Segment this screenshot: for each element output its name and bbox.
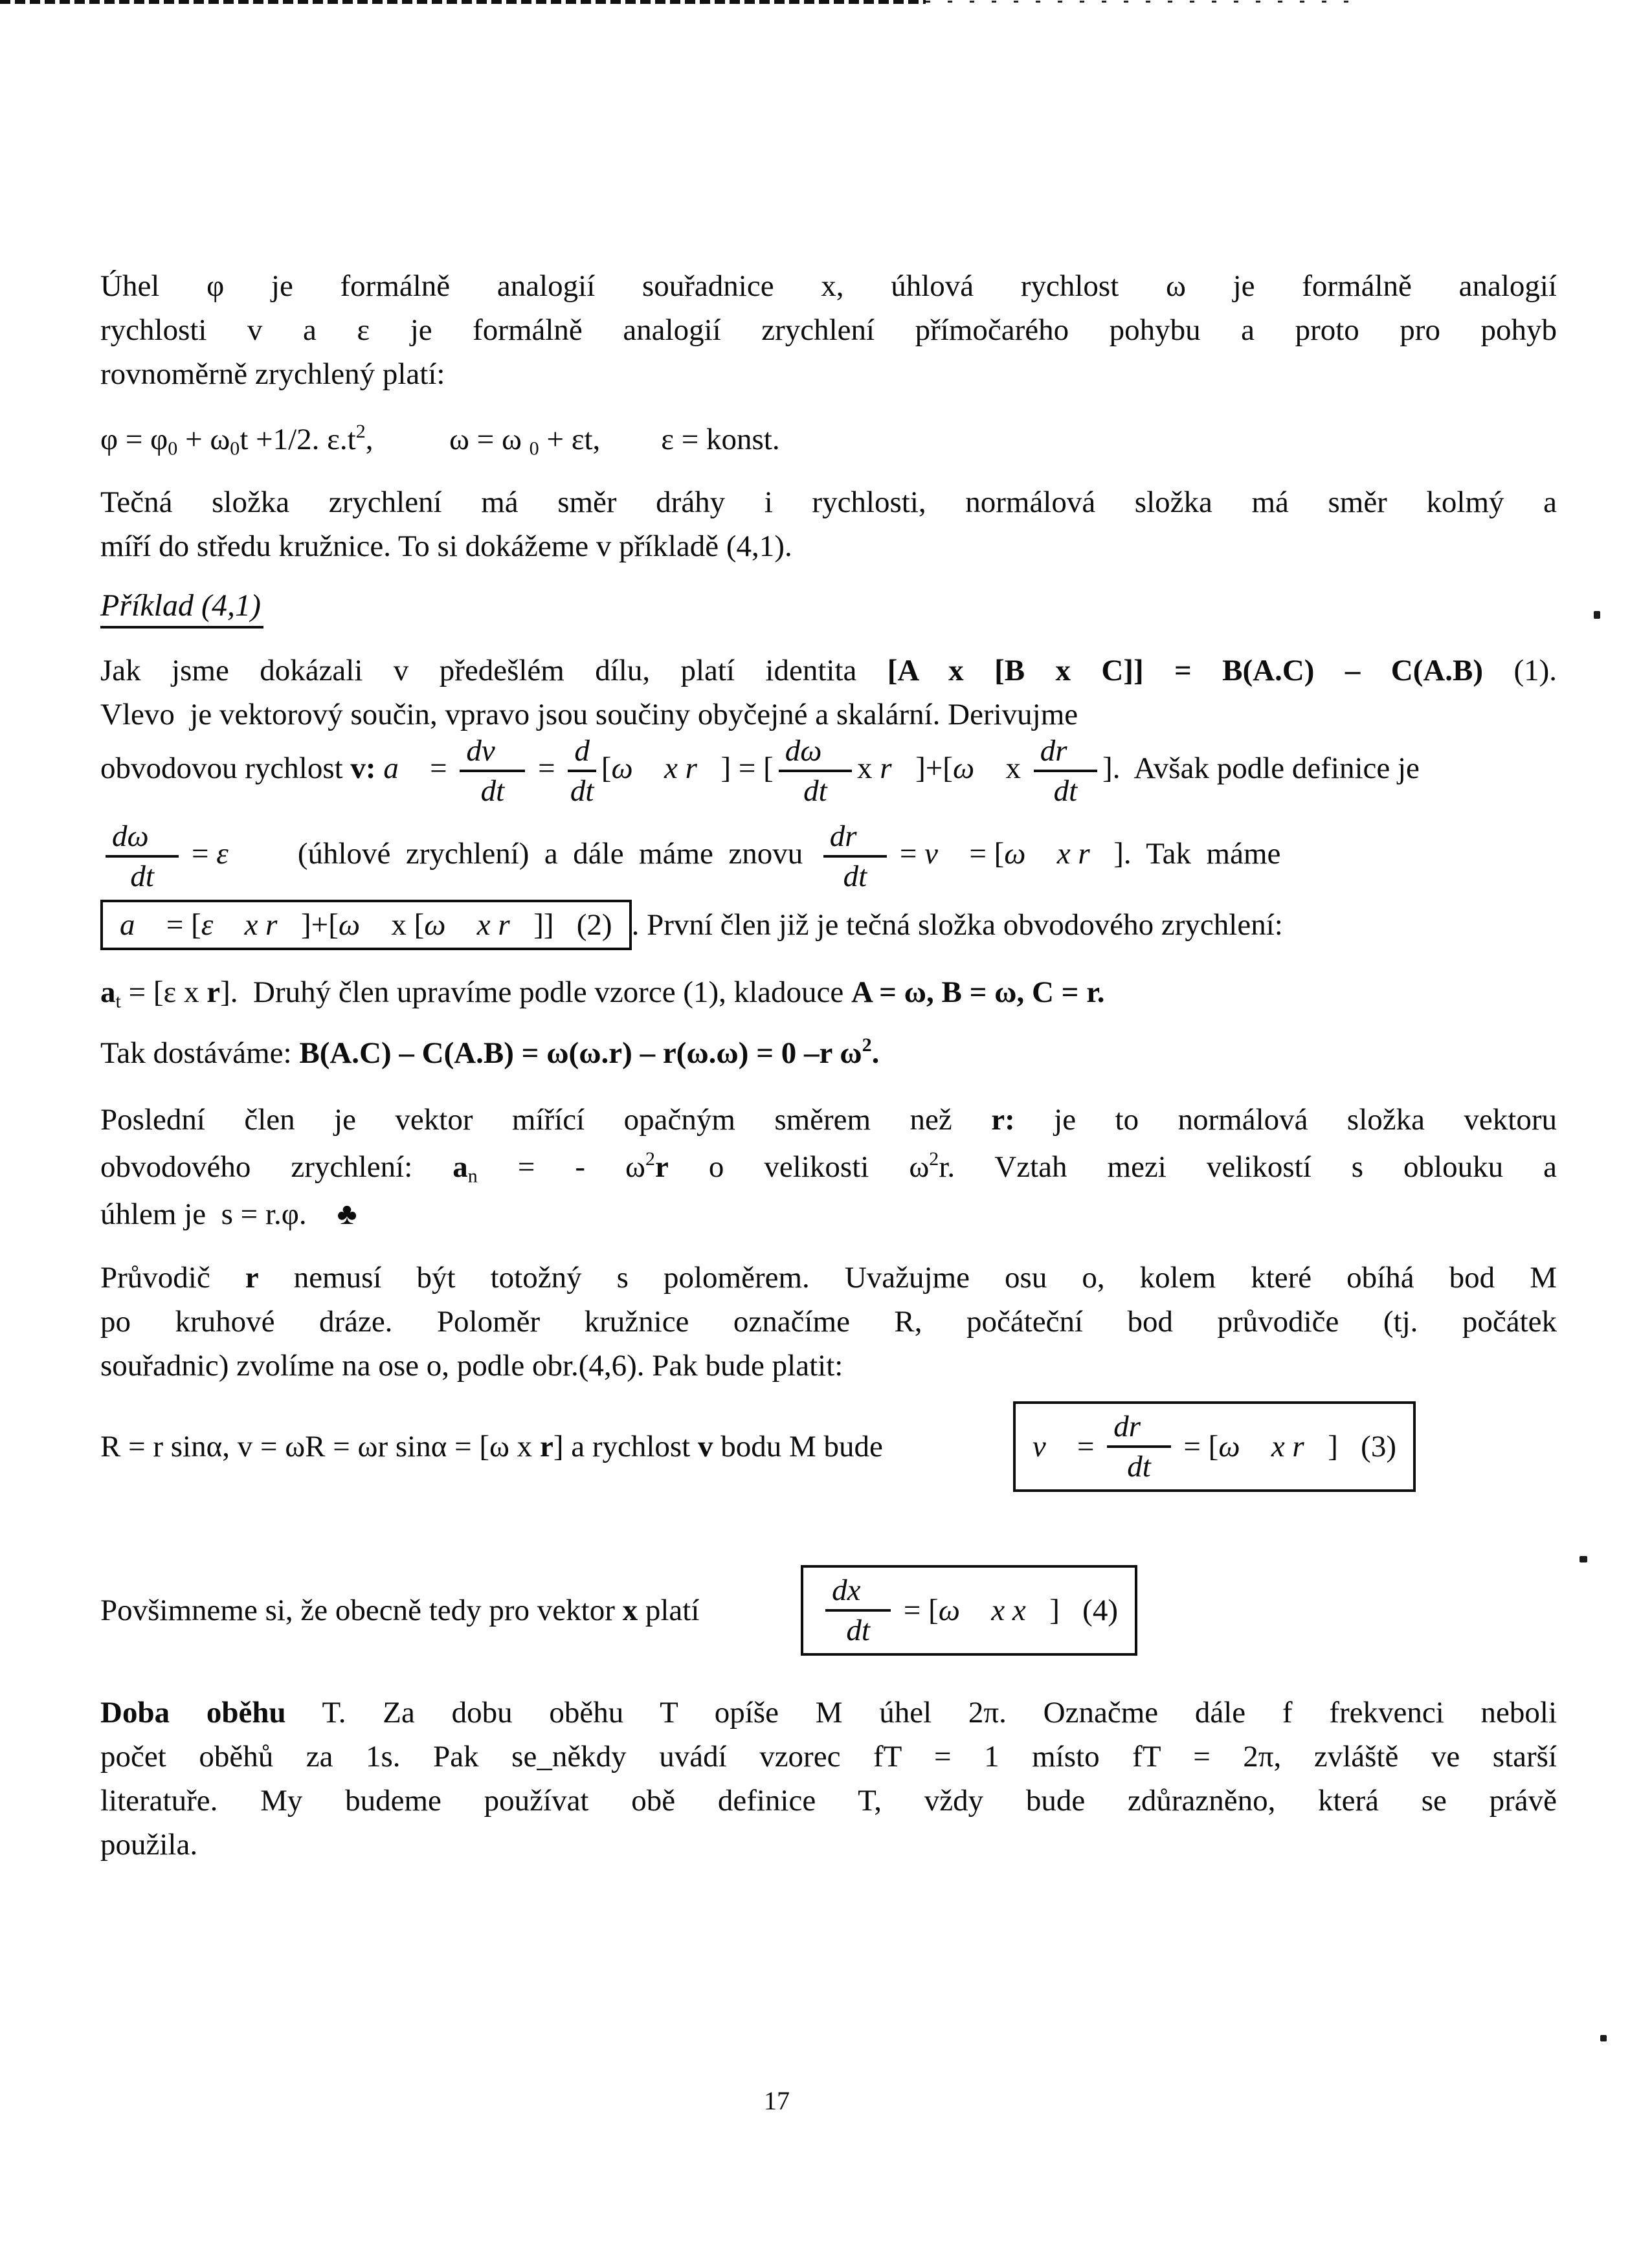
- scan-artifact-top-line: [0, 0, 926, 4]
- text-line: Doba oběhu T. Za dobu oběhu T opíše M úhel 2π. Označme dále f frekvenci neboli: [100, 1696, 1557, 1729]
- equation-2-row: [100, 900, 1283, 950]
- scan-speck: [1600, 2035, 1607, 2041]
- text-line: rovnoměrně zrychlený platí:: [100, 357, 445, 391]
- scan-artifact-top-line-2: [926, 1, 1353, 3]
- equation-4-lead-text: Povšimneme si, že obecně tedy pro vektor x platí: [100, 1594, 700, 1627]
- text-line: Jak jsme dokázali v předešlém dílu, platí identita [A x [B x C]] = B(A.C) – C(A.B) (1).: [100, 654, 1557, 687]
- text-line: úhlem je s = r.φ. ♣: [100, 1197, 357, 1231]
- text-line: Tečná složka zrychlení má směr dráhy i rychlosti, normálová složka má směr kolmý a: [100, 485, 1557, 519]
- text-line: použila.: [100, 1828, 198, 1862]
- text-line: počet oběhů za 1s. Pak se_někdy uvádí vzorec fT = 1 místo fT = 2π, zvláště ve starší: [100, 1740, 1557, 1773]
- paragraph-normal-component: [100, 1096, 1557, 1238]
- math-derivation-line: obvodovou rychlost v: a⃗ = $\frac{dv⃗}{dt}$ = $\frac{d}{dt}$ [ω⃗ x r⃗] = [ $\frac{d\omega⃗}{dt}$ x r⃗]+[ω⃗ x $\frac{dr⃗}{dt}$ ]. Avšak podle definice je: [100, 734, 1420, 808]
- page-number: 17: [764, 2086, 790, 2115]
- example-heading-label: Příklad (4,1): [100, 588, 263, 628]
- equation-4-box: $\frac{dx⃗}{dt}$ = [ ω⃗ x x⃗ ] (4): [801, 1565, 1137, 1656]
- scan-speck: [1594, 611, 1600, 619]
- line-tak-dostavame: Tak dostáváme: B(A.C) – C(A.B) = ω(ω.r) – r(ω.ω) = 0 –r $\omega^2$.: [100, 1033, 880, 1070]
- equation-3-lead-text: R = r sinα, v = ωR = ωr sinα = [ω x r] a rychlost v bodu M bude: [100, 1430, 883, 1463]
- text-line: literatuře. My budeme používat obě definice T, vždy bude zdůrazněno, která se právě: [100, 1784, 1557, 1818]
- math-angular-accel-line: $\frac{d\omega⃗}{dt}$ = ε⃗ (úhlové zrychlení) a dále máme znovu $\frac{dr⃗}{dt}$ = v⃗ = [ω⃗ x r⃗]. Tak máme: [100, 819, 1557, 894]
- paragraph-identity: [100, 649, 1557, 737]
- equation-uniform-motion: $\varphi = \varphi_0 + \omega_0t +1/2$. $\varepsilon.t^2$, ω = ω $_0$ + εt, ε = konst.: [100, 419, 780, 460]
- text-line: Průvodič r nemusí být totožný s poloměrem. Uvažujme osu o, kolem které obíhá bod M: [100, 1261, 1557, 1295]
- equation-2-box: a⃗ = [ ε⃗ x r⃗ ]+[ ω⃗ x [ ω⃗ x r⃗ ]] (2): [100, 900, 632, 950]
- example-heading: [100, 588, 263, 628]
- equation-4-row: [100, 1565, 1137, 1656]
- scan-speck: [1579, 1556, 1587, 1562]
- equation-2-after-text: . První člen již je tečná složka obvodového zrychlení:: [631, 908, 1283, 942]
- text-line: Poslední člen je vektor mířící opačným směrem než r: je to normálová složka vektoru: [100, 1103, 1557, 1137]
- equation-3-row: [100, 1398, 1416, 1495]
- text-line: souřadnic) zvolíme na ose o, podle obr.(4,6). Pak bude platit:: [100, 1349, 843, 1383]
- equation-3-box: v⃗ = $\frac{dr⃗}{dt}$ = [ ω⃗ x r⃗ ] (3): [1013, 1401, 1416, 1492]
- paragraph-doba-obehu: [100, 1691, 1557, 1867]
- paragraph-analogy: [100, 264, 1557, 396]
- text-line: míří do středu kružnice. To si dokážeme v příkladě (4,1).: [100, 529, 792, 563]
- text-line: obvodového zrychlení: $a_n$ = - $\omega^2r$ o velikosti $\omega^2r$. Vztah mezi velikostí s oblouku a: [100, 1147, 1557, 1187]
- text-line: Úhel φ je formálně analogií souřadnice x, úhlová rychlost ω je formálně analogií: [100, 269, 1557, 303]
- text-line: rychlosti v a ε je formálně analogií zrychlení přímočarého pohybu a proto pro pohyb: [100, 313, 1557, 347]
- paragraph-tangential: [100, 480, 1557, 568]
- text-line: po kruhové dráze. Poloměr kružnice označíme R, počáteční bod průvodiče (tj. počátek: [100, 1305, 1557, 1339]
- paragraph-pruvodic: [100, 1256, 1557, 1388]
- text-line: Vlevo je vektorový součin, vpravo jsou součiny obyčejné a skalární. Derivujme: [100, 698, 1078, 731]
- line-tangential-term: $a_t = [\varepsilon$ x r]. Druhý člen upravíme podle vzorce (1), kladouce A = ω, B = ω, C = r.: [100, 975, 1105, 1012]
